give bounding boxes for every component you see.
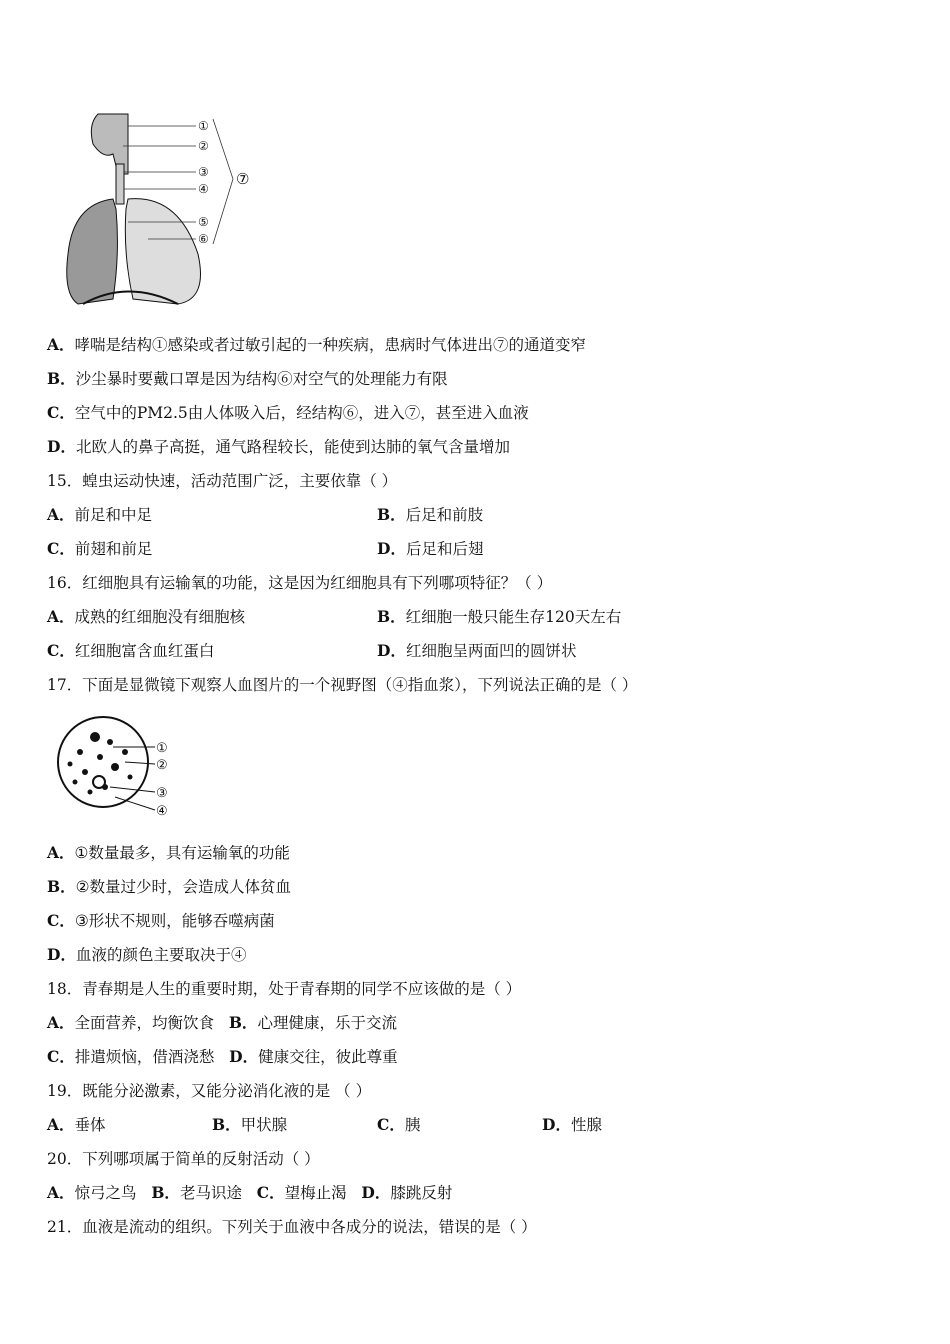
label-2: ② — [156, 758, 168, 773]
label-1: ① — [198, 119, 209, 133]
respiratory-system-figure — [58, 104, 268, 314]
q14-option-c[interactable]: C．空气中的PM2.5由人体吸入后，经结构⑥，进入⑦，甚至进入血液 — [47, 403, 529, 422]
q20-option-d[interactable]: D．膝跳反射 — [361, 1183, 453, 1202]
label-1: ① — [156, 741, 168, 756]
q15-options-row2 — [47, 539, 897, 559]
q16-options-row1 — [47, 607, 897, 627]
q20-option-a[interactable]: A．惊弓之鸟 — [47, 1183, 137, 1202]
q18-stem: 18．青春期是人生的重要时期，处于青春期的同学不应该做的是（ ） — [47, 980, 522, 998]
label-3: ③ — [156, 786, 168, 801]
q14-option-d[interactable]: D．北欧人的鼻子高挺，通气路程较长，能使到达肺的氧气含量增加 — [47, 437, 510, 456]
q16-option-c[interactable]: C．红细胞富含血红蛋白 — [47, 641, 215, 660]
q15-option-a[interactable]: A．前足和中足 — [47, 505, 153, 524]
label-3: ③ — [198, 165, 209, 179]
q17-stem: 17．下面是显微镜下观察人血图片的一个视野图（④指血浆），下列说法正确的是（ ） — [47, 676, 638, 694]
q14-option-b[interactable]: B．沙尘暴时要戴口罩是因为结构⑥对空气的处理能力有限 — [47, 369, 448, 388]
q17-option-d[interactable]: D．血液的颜色主要取决于④ — [47, 945, 247, 964]
q16-option-d[interactable]: D．红细胞呈两面凹的圆饼状 — [377, 641, 577, 660]
q16-options-row2 — [47, 641, 897, 661]
q18-option-a[interactable]: A．全面营养，均衡饮食 — [47, 1013, 215, 1032]
q19-option-b[interactable]: B．甲状腺 — [212, 1115, 288, 1134]
label-7: ⑦ — [236, 170, 250, 188]
q19-option-c[interactable]: C．胰 — [377, 1115, 421, 1134]
q15-stem: 15．蝗虫运动快速，活动范围广泛，主要依靠（ ） — [47, 472, 398, 490]
q18-options-row1 — [47, 1013, 397, 1033]
q20-option-c[interactable]: C．望梅止渴 — [256, 1183, 347, 1202]
q19-option-a[interactable]: A．垂体 — [47, 1115, 106, 1134]
label-6: ⑥ — [198, 232, 209, 246]
q19-stem: 19．既能分泌激素，又能分泌消化液的是 （ ） — [47, 1082, 372, 1100]
q16-option-b[interactable]: B．红细胞一般只能生存120天左右 — [377, 607, 622, 626]
q18-option-d[interactable]: D．健康交往，彼此尊重 — [229, 1047, 398, 1066]
q19-option-d[interactable]: D．性腺 — [542, 1115, 602, 1134]
q15-options-row1 — [47, 505, 897, 525]
blood-smear-figure — [55, 712, 185, 822]
q15-option-d[interactable]: D．后足和后翅 — [377, 539, 484, 558]
q20-option-b[interactable]: B．老马识途 — [151, 1183, 242, 1202]
label-4: ④ — [156, 804, 168, 819]
q18-option-c[interactable]: C．排遣烦恼，借酒浇愁 — [47, 1047, 215, 1066]
q17-option-b[interactable]: B．②数量过少时，会造成人体贫血 — [47, 877, 292, 896]
q18-option-b[interactable]: B．心理健康，乐于交流 — [228, 1013, 397, 1032]
q16-stem: 16．红细胞具有运输氧的功能，这是因为红细胞具有下列哪项特征？（ ） — [47, 574, 553, 592]
q16-option-a[interactable]: A．成熟的红细胞没有细胞核 — [47, 607, 246, 626]
label-4: ④ — [198, 182, 209, 196]
q20-stem: 20．下列哪项属于简单的反射活动（ ） — [47, 1150, 320, 1168]
q18-options-row2 — [47, 1047, 398, 1067]
q17-option-c[interactable]: C．③形状不规则，能够吞噬病菌 — [47, 911, 275, 930]
q15-option-c[interactable]: C．前翅和前足 — [47, 539, 153, 558]
label-5: ⑤ — [198, 215, 209, 229]
q15-option-b[interactable]: B．后足和前肢 — [377, 505, 484, 524]
q19-options — [47, 1115, 897, 1135]
q14-option-a[interactable]: A．哮喘是结构①感染或者过敏引起的一种疾病，患病时气体进出⑦的通道变窄 — [47, 335, 587, 354]
label-2: ② — [198, 139, 209, 153]
q21-stem: 21．血液是流动的组织。下列关于血液中各成分的说法，错误的是（ ） — [47, 1218, 537, 1236]
q17-option-a[interactable]: A．①数量最多，具有运输氧的功能 — [47, 843, 290, 862]
q20-options — [47, 1183, 452, 1203]
